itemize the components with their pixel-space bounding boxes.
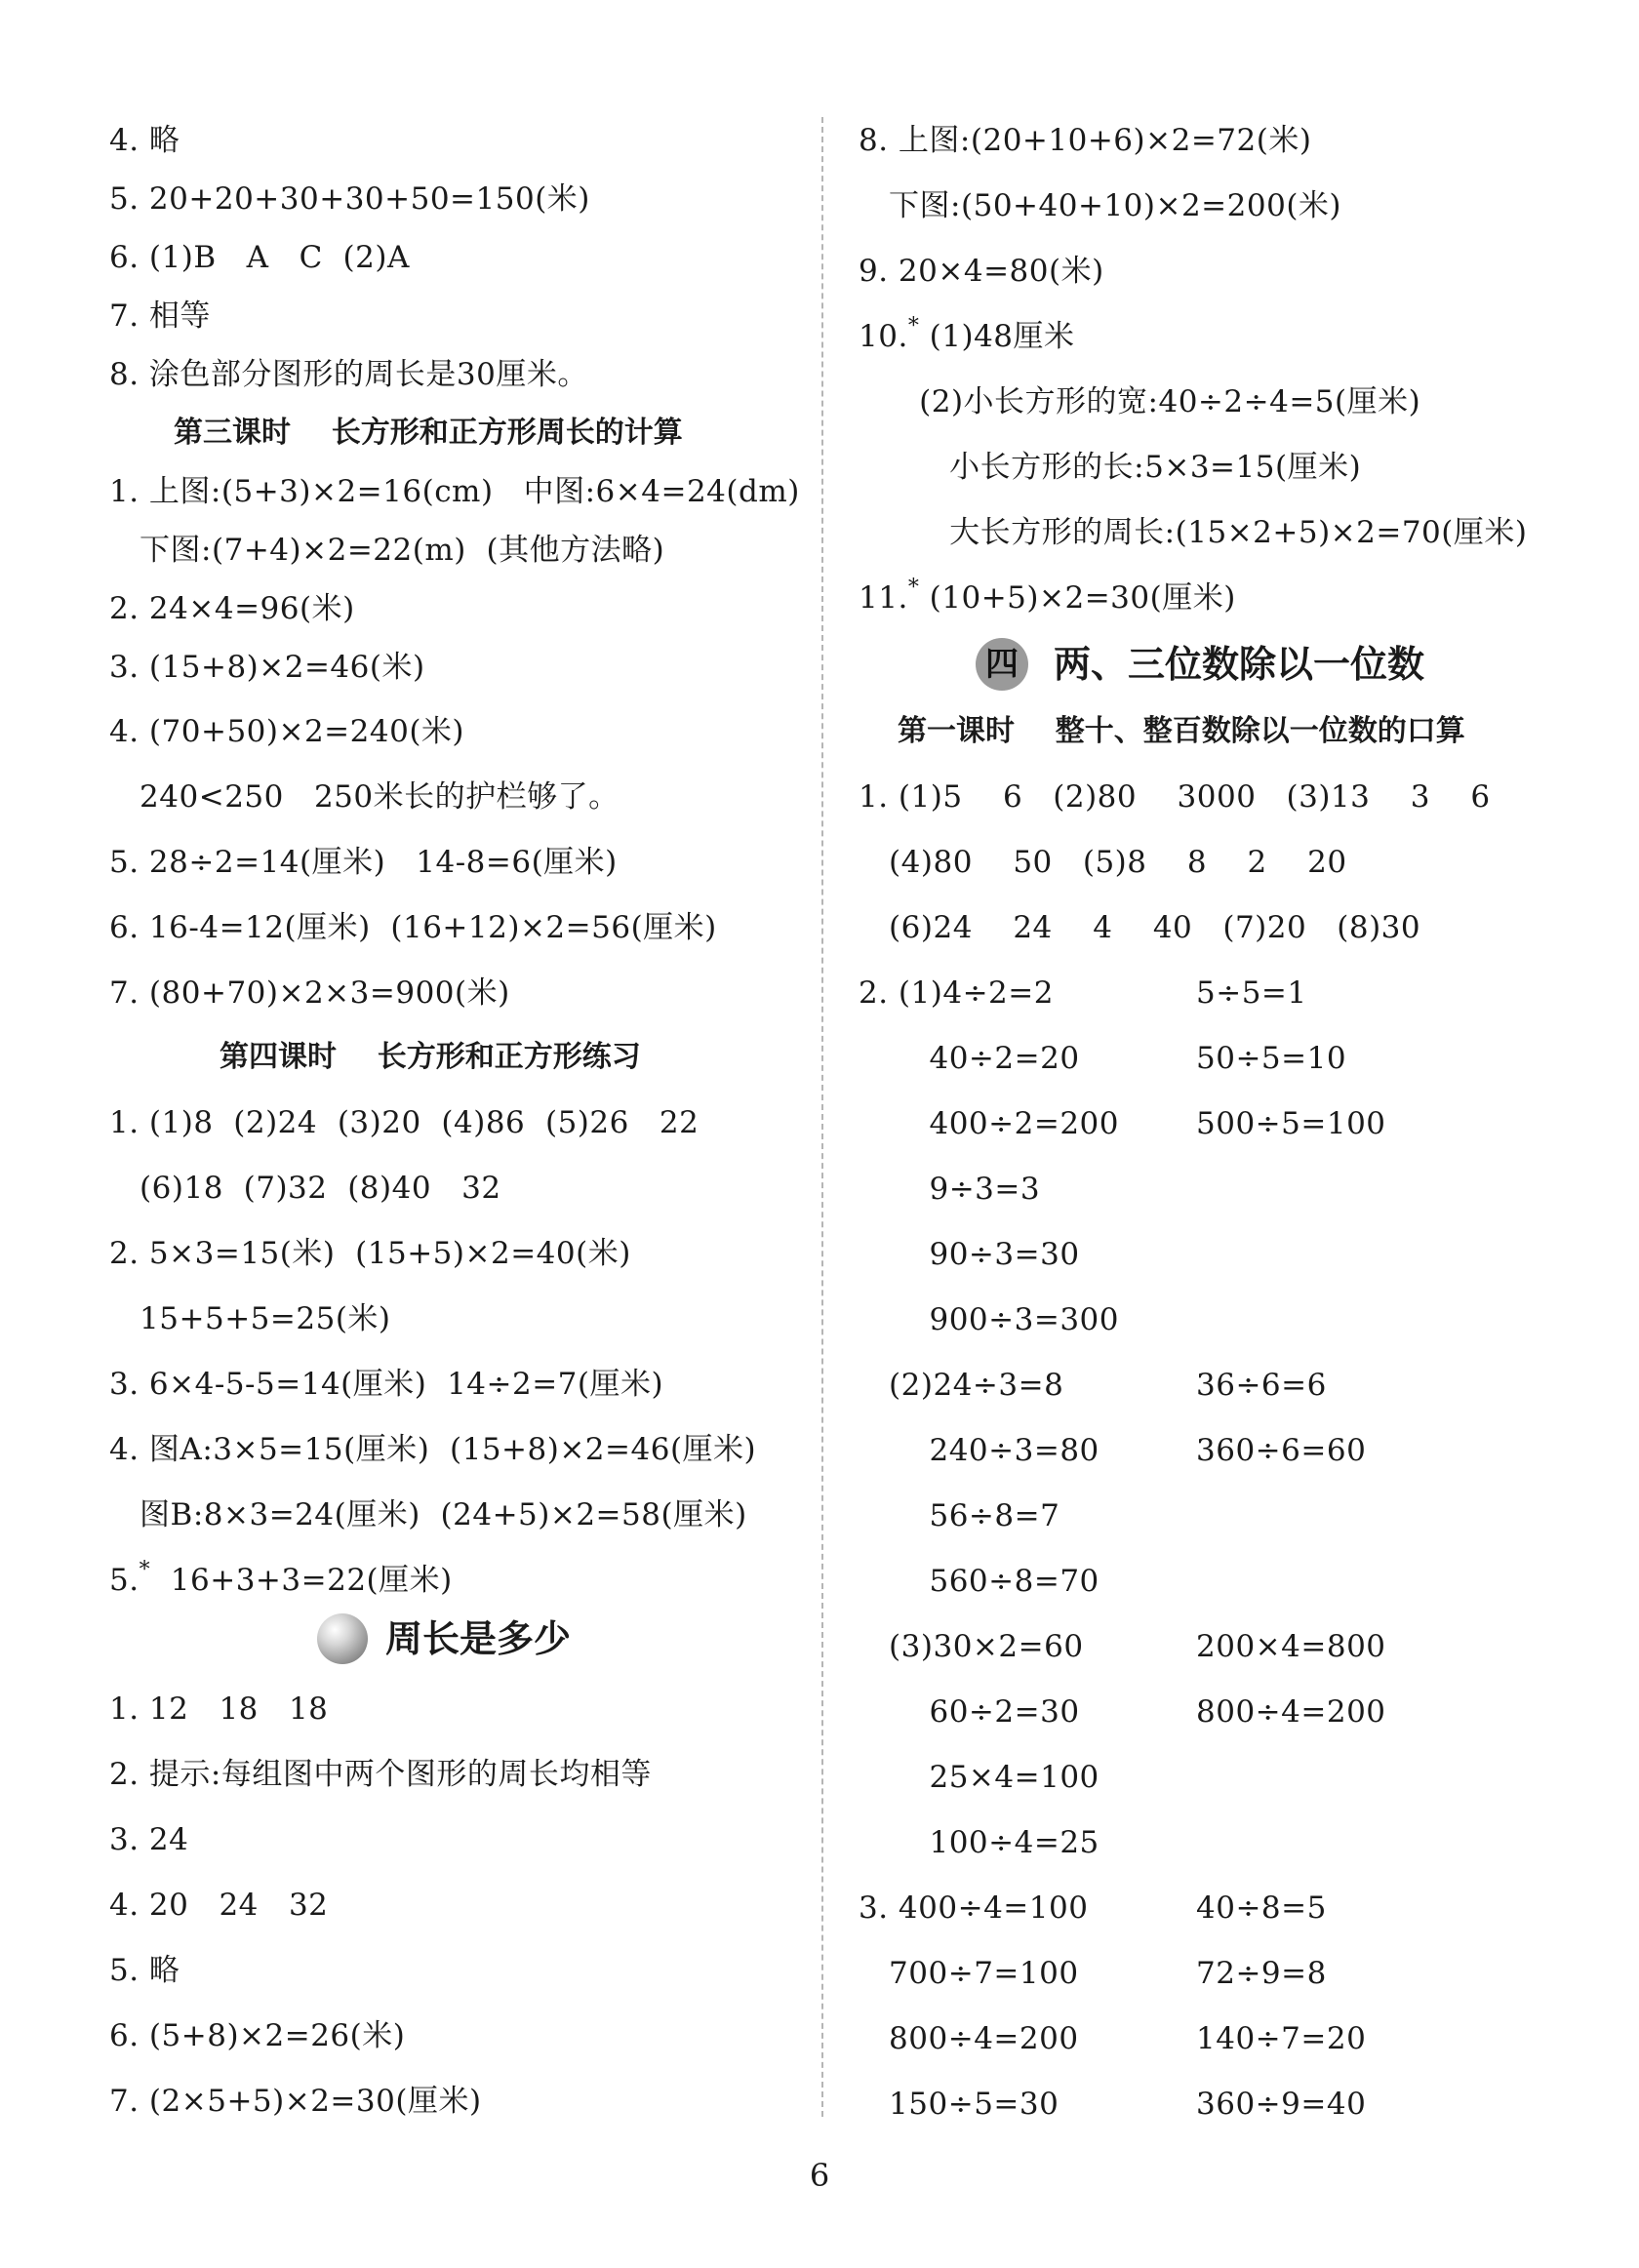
item-number: 5. <box>109 1563 140 1598</box>
answer-line: 7. (80+70)×2×3=900(米) <box>109 975 510 1011</box>
answer-line: 700÷7=100 <box>859 1956 1079 1991</box>
answer-line: 9. 20×4=80(米) <box>859 254 1104 289</box>
lesson-heading-3: 第三课时 长方形和正方形周长的计算 <box>174 416 683 450</box>
answer-line-col2: 36÷6=6 <box>1196 1368 1327 1403</box>
unit-number-badge: 四 <box>976 638 1028 691</box>
answer-line: 9÷3=3 <box>859 1172 1041 1207</box>
answer-line: 2. (1)4÷2=2 <box>859 975 1054 1011</box>
star-mark: * <box>907 314 920 338</box>
answer-line: 1. 12 18 18 <box>109 1691 329 1727</box>
answer-line: 图B:8×3=24(厘米) (24+5)×2=58(厘米) <box>109 1497 747 1532</box>
answer-line-col2: 360÷6=60 <box>1196 1433 1367 1468</box>
answer-line-col2: 360÷9=40 <box>1196 2087 1367 2122</box>
answer-line: 15+5+5=25(米) <box>109 1301 391 1336</box>
answer-line: 小长方形的长:5×3=15(厘米) <box>859 450 1362 485</box>
answer-line: 下图:(7+4)×2=22(m) (其他方法略) <box>109 533 665 568</box>
answer-line: 8. 涂色部分图形的周长是30厘米。 <box>109 357 588 392</box>
answer-line: 4. 图A:3×5=15(厘米) (15+8)×2=46(厘米) <box>109 1432 757 1467</box>
answer-line: 3. 24 <box>109 1822 189 1857</box>
answer-line: 8. 上图:(20+10+6)×2=72(米) <box>859 123 1312 158</box>
answer-line-col2: 50÷5=10 <box>1196 1041 1347 1076</box>
answer-line: 240÷3=80 <box>859 1433 1099 1468</box>
answer-line: 560÷8=70 <box>859 1564 1099 1599</box>
answer-line: 1. (1)8 (2)24 (3)20 (4)86 (5)26 22 <box>109 1105 700 1140</box>
answer-line-col2: 5÷5=1 <box>1196 975 1307 1011</box>
answer-line: 400÷2=200 <box>859 1106 1119 1141</box>
answer-line: 56÷8=7 <box>859 1498 1060 1533</box>
answer-line: (6)24 24 4 40 (7)20 (8)30 <box>859 910 1421 945</box>
answer-line-col2: 40÷8=5 <box>1196 1890 1327 1926</box>
answer-line: 60÷2=30 <box>859 1694 1080 1730</box>
answer-line: 4. 20 24 32 <box>109 1888 329 1923</box>
item-number: 10. <box>859 319 908 354</box>
answer-line: 2. 24×4=96(米) <box>109 591 355 626</box>
answer-text: (10+5)×2=30(厘米) <box>919 580 1236 616</box>
answer-line: (2)24÷3=8 <box>859 1368 1064 1403</box>
answer-line-col2: 72÷9=8 <box>1196 1956 1327 1991</box>
answer-line: 6. (1)B A C (2)A <box>109 240 410 275</box>
answer-line-col2: 500÷5=100 <box>1196 1106 1386 1141</box>
answer-line: 大长方形的周长:(15×2+5)×2=70(厘米) <box>859 515 1528 550</box>
answer-line-starred <box>859 578 1236 617</box>
section-heading <box>317 1613 571 1664</box>
answer-line-col2: 800÷4=200 <box>1196 1694 1386 1730</box>
answer-line-col2: 140÷7=20 <box>1196 2021 1367 2056</box>
answer-text: 16+3+3=22(厘米) <box>150 1563 453 1598</box>
sphere-icon <box>317 1613 368 1664</box>
answer-line-starred <box>859 314 1075 356</box>
answer-line: 25×4=100 <box>859 1760 1099 1795</box>
answer-line: (6)18 (7)32 (8)40 32 <box>109 1171 501 1206</box>
unit-title: 两、三位数除以一位数 <box>1054 643 1425 686</box>
answer-line: 3. (15+8)×2=46(米) <box>109 650 425 685</box>
item-number: 11. <box>859 580 908 616</box>
section-title: 周长是多少 <box>385 1617 572 1660</box>
answer-line: 3. 6×4-5-5=14(厘米) 14÷2=7(厘米) <box>109 1367 664 1402</box>
answer-line: 5. 20+20+30+30+50=150(米) <box>109 181 590 217</box>
lesson-heading-1: 第一课时 整十、整百数除以一位数的口算 <box>898 714 1465 748</box>
answer-line: 4. 略 <box>109 123 180 158</box>
answer-line: 150÷5=30 <box>859 2087 1059 2122</box>
answer-line: 2. 提示:每组图中两个图形的周长均相等 <box>109 1757 652 1792</box>
answer-line: 5. 28÷2=14(厘米) 14-8=6(厘米) <box>109 845 618 880</box>
answer-line: 1. (1)5 6 (2)80 3000 (3)13 3 6 <box>859 779 1491 815</box>
answer-line: 7. (2×5+5)×2=30(厘米) <box>109 2084 482 2119</box>
lesson-heading-4: 第四课时 长方形和正方形练习 <box>220 1040 641 1074</box>
page-number: 6 <box>809 2157 830 2194</box>
answer-text: (1)48厘米 <box>919 319 1075 354</box>
answer-line: (2)小长方形的宽:40÷2÷4=5(厘米) <box>859 384 1421 419</box>
answer-line: 900÷3=300 <box>859 1302 1119 1337</box>
answer-line-starred <box>109 1558 453 1600</box>
answer-line: 5. 略 <box>109 1953 180 1988</box>
answer-line-col2: 200×4=800 <box>1196 1629 1386 1664</box>
answer-line: 7. 相等 <box>109 298 211 334</box>
answer-line: 40÷2=20 <box>859 1041 1080 1076</box>
answer-line: 4. (70+50)×2=240(米) <box>109 714 465 749</box>
answer-line: 2. 5×3=15(米) (15+5)×2=40(米) <box>109 1236 631 1271</box>
answer-line: 800÷4=200 <box>859 2021 1079 2056</box>
star-mark: * <box>139 1558 151 1582</box>
answer-line: 90÷3=30 <box>859 1237 1080 1272</box>
answer-line: (3)30×2=60 <box>859 1629 1084 1664</box>
answer-line: (4)80 50 (5)8 8 2 20 <box>859 845 1347 880</box>
answer-line: 1. 上图:(5+3)×2=16(cm) 中图:6×4=24(dm) <box>109 474 800 509</box>
answer-line: 100÷4=25 <box>859 1825 1099 1860</box>
answer-line: 240<250 250米长的护栏够了。 <box>109 779 620 815</box>
star-mark: * <box>907 576 920 600</box>
answer-line: 下图:(50+40+10)×2=200(米) <box>859 188 1342 223</box>
answer-line: 6. 16-4=12(厘米) (16+12)×2=56(厘米) <box>109 910 717 945</box>
column-divider <box>821 117 823 2117</box>
answer-line: 3. 400÷4=100 <box>859 1890 1089 1926</box>
answer-line: 6. (5+8)×2=26(米) <box>109 2018 406 2053</box>
unit-heading <box>976 638 1424 691</box>
